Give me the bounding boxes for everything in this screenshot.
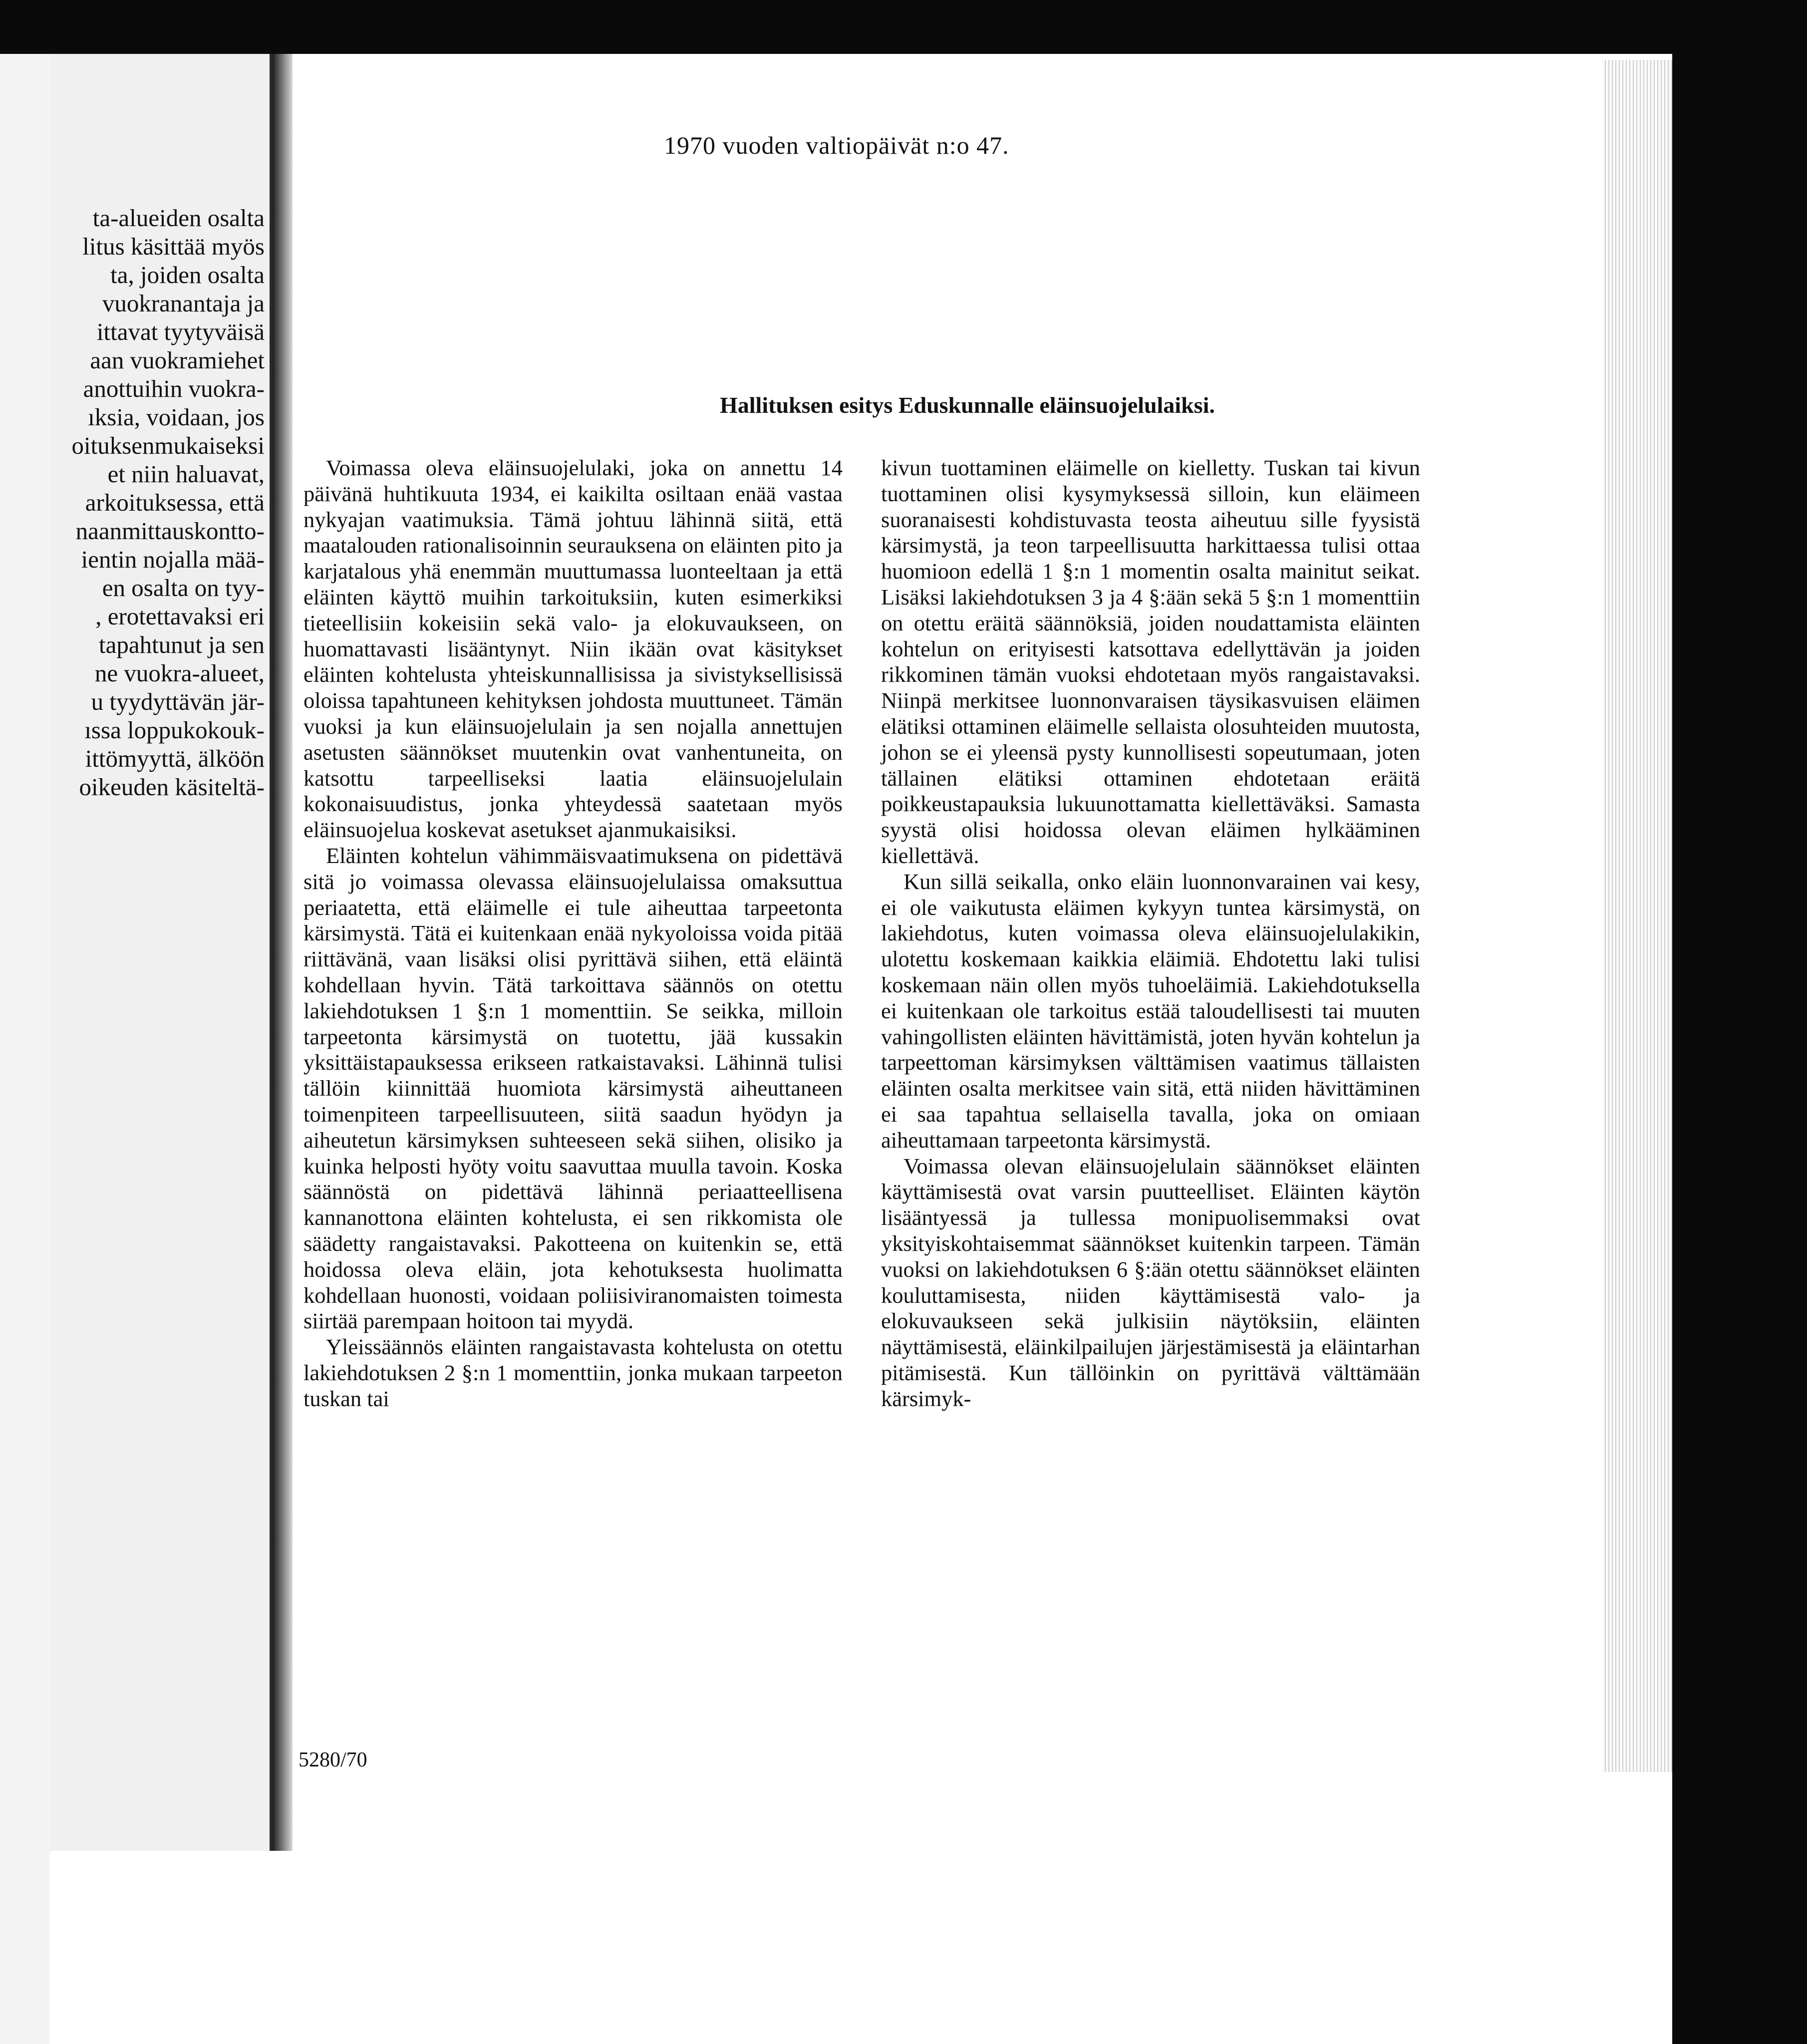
previous-page-line: ıssa loppukokouk- [84,716,265,744]
previous-page-line: ıksia, voidaan, jos [88,403,265,431]
previous-page-line: oituksenmukaiseksi [71,432,265,459]
previous-page-line: en osalta on tyy- [102,574,265,601]
paragraph: Yleissäännös eläinten rangaistavasta kohtelusta on otettu lakiehdotuksen 2 §:n 1 momenttiin, jonka mukaan tarpeeton tuskan tai [303,1334,843,1411]
paragraph: Voimassa oleva eläinsuojelulaki, joka on annettu 14 päivänä huhtikuuta 1934, ei kaikilta osiltaan enää vastaa nykyajan vaatimuksia. Tämä johtuu lähinnä siitä, että maatalouden rationalisoinnin seurauksena on eläinten pito ja karjatalous yhä enemmän muuttumassa luonteeltaan ja että eläinten käyttö muihin tarkoituksiin, kuten esimerkiksi tieteellisiin kokeisiin sekä valo- ja elokuvaukseen, on huomattavasti lisääntynyt. Niin ikään ovat käsitykset eläinten kohtelusta yhteiskunnallisissa ja sivistyksellisissä oloissa tapahtuneen kehityksen johdosta muuttuneet. Tämän vuoksi ja kun eläinsuojelulain ja sen nojalla annettujen asetusten säännökset muutenkin ovat vanhentuneita, on katsottu tarpeelliseksi laatia eläinsuojelulain kokonaisuudistus, jonka yhteydessä saatetaan myös eläinsuojelua koskevat asetukset ajanmukaisiksi. [303,455,843,843]
previous-page-line: ittavat tyytyväisä [96,318,265,345]
paragraph: kivun tuottaminen eläimelle on kielletty. Tuskan tai kivun tuottaminen olisi kysymyksessä silloin, kun eläimeen suoranaisesti kohdistuvasta teosta aiheutuu sille fyysistä kärsimystä, ja teon tarpeellisuutta harkittaessa tulisi ottaa huomioon edellä 1 §:n 1 momentin osalta mainitut seikat. Lisäksi lakiehdotuksen 3 ja 4 §:ään sekä 5 §:n 1 momenttiin on otettu eräitä säännöksiä, joiden noudattamista eläinten kohtelun on erityisesti katsottava edellyttävän ja joiden rikkominen tämän vuoksi ehdotetaan myös rangaistavaksi. Niinpä merkitsee luonnonvaraisen täysikasvuisen eläimen elätiksi ottaminen eläimelle sellaista olosuhteiden muutosta, johon se ei yleensä pysty kunnollisesti sopeutumaan, joten tällainen elätiksi ottaminen ehdotetaan eräitä poikkeustapauksia lukuunottamatta kiellettäväksi. Samasta syystä olisi hoidossa olevan eläimen hylkääminen kiellettävä. [881,455,1420,868]
previous-page-line: u tyydyttävän jär- [91,688,265,715]
paragraph: Kun sillä seikalla, onko eläin luonnonvarainen vai kesy, ei ole vaikutusta eläimen kykyyn tuntea kärsimystä, on lakiehdotus, kuten voimassa oleva eläinsuojelulakikin, ulotettu koskemaan kaikkia eläimiä. Ehdotettu laki tulisi koskemaan näin ollen myös tuhoeläimiä. Lakiehdotuksella ei kuitenkaan ole tarkoitus estää taloudellisesti tai muuten vahingollisten eläinten hävittämistä, joten hyvän kohtelun ja tarpeettoman kärsimyksen välttämisen vaatimus tällaisten eläinten osalta merkitsee vain sitä, että niiden hävittäminen ei saa tapahtua sellaisella tavalla, joka on omiaan aiheuttamaan tarpeetonta kärsimystä. [881,869,1420,1153]
previous-page-line: , erotettavaksi eri [95,602,265,630]
text-column-right [881,455,1420,1412]
previous-page-line: arkoituksessa, että [85,489,265,516]
previous-page-line: vuokranantaja ja [102,290,265,317]
previous-page-line: tapahtunut ja sen [98,631,265,658]
scan-border-right [1672,0,1807,2044]
book-page-edges [1602,60,1675,1772]
paragraph: Voimassa olevan eläinsuojelulain säännökset eläinten käyttämisestä ovat varsin puutteelliset. Eläinten käytön lisääntyessä ja tullessa monipuolisemmaksi ovat yksityiskohtaisemmat säännökset kuitenkin tarpeen. Tämän vuoksi on lakiehdotuksen 6 §:ään otettu säännökset eläinten kouluttamisesta, niiden käyttämisestä valo- ja elokuvaukseen sekä julkisiin näytöksiin, eläinten näyttämisestä, eläinkilpailujen järjestämisestä ja eläintarhan pitämisestä. Kun tällöinkin on pyrittävä välttämään kärsimyk- [881,1153,1420,1411]
previous-page-line: ne vuokra-alueet, [94,659,265,687]
previous-page-line: et niin haluavat, [107,460,265,488]
book-gutter [273,54,293,1851]
previous-page-line: ittömyyttä, älköön [85,745,265,772]
previous-page-line: naanmittauskontto- [75,517,265,545]
document-title: Hallituksen esitys Eduskunnalle eläinsuojelulaiksi. [720,392,1215,418]
text-column-left [303,455,843,1412]
previous-page-line: anottuihin vuokra- [83,375,265,402]
previous-page-line: oikeuden käsiteltä- [79,773,265,801]
previous-page-line: litus käsittää myös [82,233,265,260]
previous-page-fragment [50,54,273,1851]
previous-page-line: ta-alueiden osalta [92,204,265,232]
previous-page-text [50,204,265,801]
previous-page-line: ta, joiden osalta [110,261,265,289]
document-number: 5280/70 [299,1749,367,1771]
scan-edge-left [0,54,50,2044]
previous-page-line: ientin nojalla mää- [81,546,265,573]
previous-page-line: aan vuokramiehet [90,346,265,374]
running-head: 1970 vuoden valtiopäivät n:o 47. [664,131,1009,159]
paragraph: Eläinten kohtelun vähimmäisvaatimuksena on pidettävä sitä jo voimassa olevassa eläinsuojelulaissa omaksuttua periaatetta, että eläimelle ei tule aiheuttaa tarpeetonta kärsimystä. Tätä ei kuitenkaan enää nykyoloissa voida pitää riittävänä, vaan lisäksi olisi pyrittävä siihen, että eläintä kohdellaan hyvin. Tätä tarkoittava säännös on otettu lakiehdotuksen 1 §:n 1 momenttiin. Se seikka, milloin tarpeetonta kärsimystä on tuotettu, jää kussakin yksittäistapauksessa erikseen ratkaistavaksi. Lähinnä tulisi tällöin kiinnittää huomiota kärsimystä aiheuttaneen toimenpiteen tarpeellisuuteen, siitä saadun hyödyn ja aiheutetun kärsimyksen suhteeseen sekä siihen, olisiko ja kuinka helposti hyöty voitu saavuttaa muulla tavoin. Koska säännöstä on pidettävä lähinnä periaatteellisena kannanottona eläinten kohtelusta, ei sen rikkomista ole säädetty rangaistavaksi. Pakotteena on kuitenkin se, että hoidossa oleva eläin, jota kehotuksesta huolimatta kohdellaan huonosti, voidaan poliisiviranomaisten toimesta siirtää parempaan hoitoon tai myydä. [303,843,843,1334]
scan-border-top [0,0,1807,54]
